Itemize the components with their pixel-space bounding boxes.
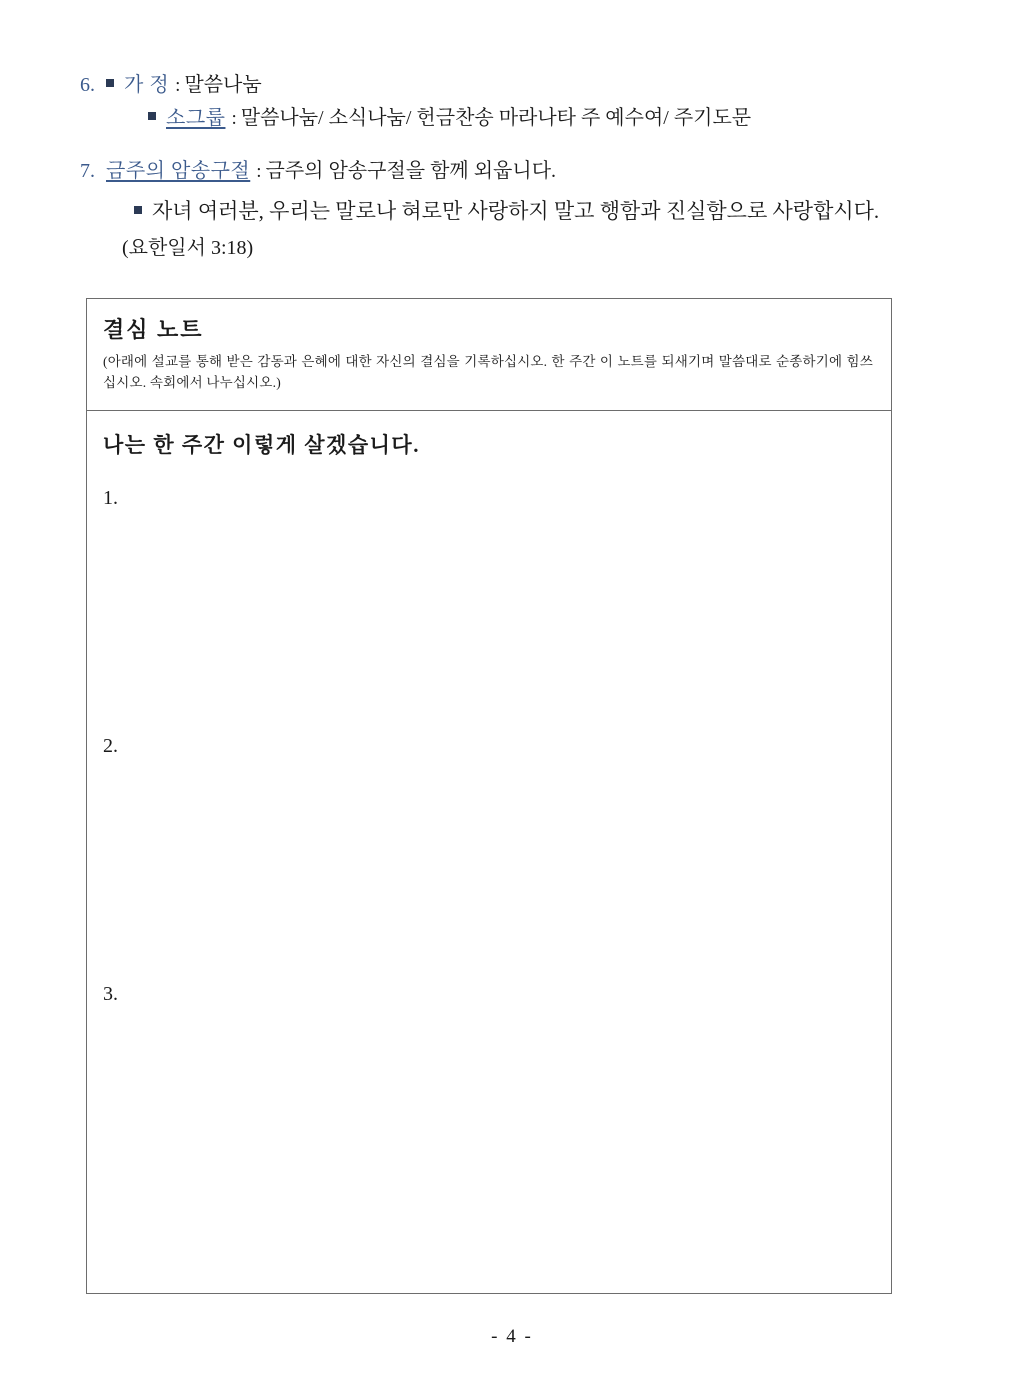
square-bullet-icon: [148, 112, 156, 120]
memory-verse-text: 자녀 여러분, 우리는 말로나 혀로만 사랑하지 말고 행함과 진실함으로 사랑합시다.: [152, 199, 880, 223]
outline-list: [80, 70, 960, 262]
memory-verse-reference: (요한일서 3:18): [122, 237, 254, 259]
decision-note-entry-1[interactable]: [103, 469, 875, 717]
decision-note-entry-3[interactable]: [103, 965, 875, 1213]
list-item-6-body: [106, 70, 960, 134]
decision-note-entry-3-number: 3.: [103, 983, 118, 1005]
list-item-6-text: 말씀나눔: [184, 74, 262, 96]
list-item-7-label: 금주의 암송구절: [106, 160, 251, 182]
list-item-6-sub-text: 말씀나눔/ 소식나눔/ 헌금찬송 마라나타 주 예수여/ 주기도문: [240, 107, 752, 129]
decision-note-instruction: (아래에 설교를 통해 받은 감동과 은혜에 대한 자신의 결심을 기록하십시오. 한 주간 이 노트를 되새기며 말씀대로 순종하기에 힘쓰십시오. 속회에서 나누십시오.): [103, 354, 873, 390]
list-item-7: [80, 156, 960, 260]
decision-note-body: [87, 411, 891, 1213]
page-number: - 4 -: [491, 1326, 533, 1347]
decision-note-title: 결심 노트: [103, 317, 204, 342]
decision-note-entry-2-number: 2.: [103, 735, 118, 757]
list-item-6-number: 6.: [80, 74, 95, 96]
list-item-6-row: [106, 70, 960, 101]
list-item-6-sub-separator: :: [231, 108, 237, 129]
list-item-7-row: [106, 156, 960, 187]
memory-verse-row: [134, 195, 960, 227]
list-item-6: [80, 70, 960, 134]
square-bullet-icon: [134, 206, 142, 214]
decision-note-entry-1-number: 1.: [103, 487, 118, 509]
decision-note-entry-2[interactable]: [103, 717, 875, 965]
decision-note-heading: 나는 한 주간 이렇게 살겠습니다.: [103, 433, 420, 457]
list-item-7-separator: :: [256, 161, 262, 182]
decision-note-header: [87, 299, 891, 411]
list-item-7-body: [106, 156, 960, 260]
list-item-7-number: 7.: [80, 160, 95, 182]
decision-note-box: [86, 298, 892, 1294]
square-bullet-icon: [106, 79, 114, 87]
list-item-6-separator: :: [175, 75, 181, 96]
list-item-7-text: 금주의 암송구절을 함께 외웁니다.: [265, 160, 557, 182]
list-item-6-sub-row: [148, 103, 960, 134]
list-item-6-label: 가 정: [124, 74, 170, 96]
list-item-6-sub-label: 소그룹: [166, 107, 226, 129]
